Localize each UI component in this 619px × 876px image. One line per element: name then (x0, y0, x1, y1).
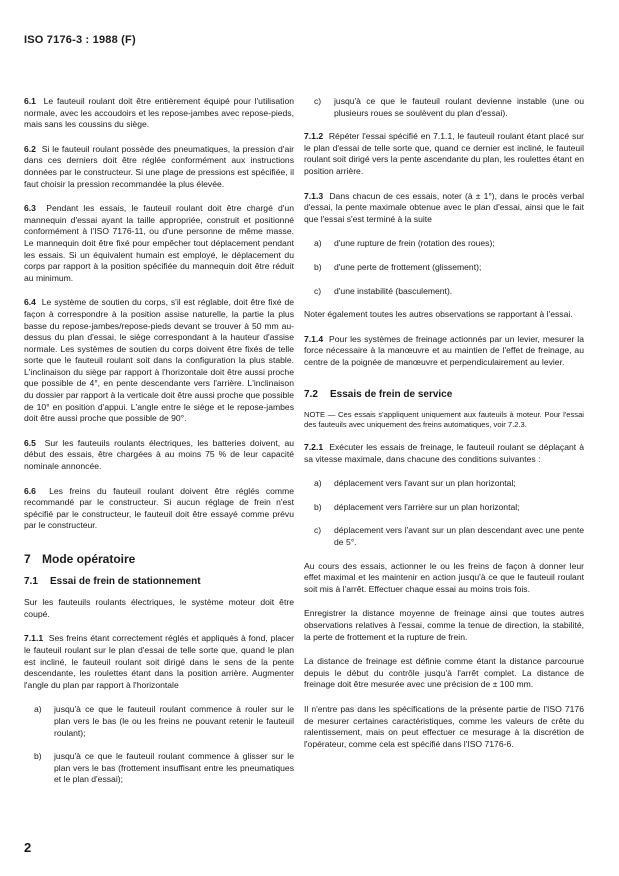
list-item-label: a) (314, 238, 322, 249)
list-item-label: b) (34, 751, 42, 762)
list-item-text: déplacement vers l'avant sur un plan horizontal; (334, 478, 516, 489)
list-item (304, 502, 584, 514)
list-item (304, 478, 584, 490)
document-header: ISO 7176-3 : 1988 (F) (24, 34, 136, 46)
clause-number: 7.1.4 (304, 333, 324, 344)
list-item (304, 286, 584, 298)
clause-number: 6.2 (24, 143, 36, 154)
list-item-label: b) (314, 501, 322, 512)
page-number: 2 (24, 840, 32, 855)
list-item-label: c) (314, 525, 322, 536)
clause-7-1-3-note: Noter également toutes les autres observations se rapportant à l'essai. (304, 309, 573, 320)
list-item (304, 525, 584, 548)
clause-text: Dans chacun de ces essais, noter (à ± 1°), dans le procès verbal d'essai, la pente maximale obtenue avec le plan d'essai, ainsi que le fait que l'essai s'est terminé à la suite (304, 190, 584, 224)
list-item-text: d'une instabilité (basculement). (334, 285, 453, 296)
clause-6-2 (24, 144, 294, 190)
list-item-text: déplacement vers l'arrière sur un plan horizontal; (334, 501, 520, 512)
note: NOTE — Ces essais s'appliquent uniquement aux fauteuils à moteur. Pour l'essai des fauteuils avec uniquement des freins automatiques, voir 7.2.3. (304, 410, 584, 430)
clause-text: Sur les fauteuils roulants électriques, les batteries doivent, au début des essais, être chargées à au moins 75 % de leur capacité nominale annoncée. (24, 437, 295, 472)
clause-text: Exécuter les essais de freinage, le fauteuil roulant se déplaçant à sa vitesse maximale, dans chacune des conditions suivantes : (304, 442, 584, 464)
clause-number: 6.6 (24, 485, 36, 496)
clause-text: Pour les systèmes de freinage actionnés par un levier, mesurer la force nécessaire à la manœuvre et au maintien de l'effet de freinage, au centre de la poignée de manœuvre et perpendiculairement au levier. (304, 333, 584, 367)
list-item-label: a) (314, 478, 322, 489)
subsection-number: 7.1 (24, 575, 38, 587)
section-7-1-intro: Sur les fauteuils roulants électriques, le système moteur doit être coupé. (24, 597, 294, 619)
right-column (304, 96, 584, 763)
clause-number: 7.1.2 (304, 131, 324, 142)
clause-7-1-2 (304, 131, 584, 177)
clause-6-5 (24, 438, 294, 473)
clause-number: 7.2.1 (304, 442, 324, 453)
clause-6-1 (24, 96, 294, 131)
list-item (304, 238, 584, 250)
clause-6-4 (24, 297, 294, 425)
clause-text: Pendant les essais, le fauteuil roulant doit être chargé d'un mannequin d'essai ayant la taille appropriée, construit et positionné conformément à l'ISO 7176-11, ou d'une personne de même masse. Le mannequin doit être fixé pour empêcher tout déplacement pendant les essais. Si un équivalent humain est employé, le déplacement du corps par rapport à la position spécifiée du mannequin doit être réduit au minimum. (24, 203, 294, 283)
list-item (304, 262, 584, 274)
clause-text: Répéter l'essai spécifié en 7.1.1, le fauteuil roulant étant placé sur le plan d'essai de telle sorte que, quand ce dernier est incliné, le fauteuil roulant soit dirigé vers la pente ascendante du plan, les roulettes étant en position arrière. (304, 131, 584, 176)
list-item (24, 704, 294, 739)
paragraph: Au cours des essais, actionner le ou les freins de façon à donner leur effet maximal et les maintenir en action jusqu'à ce que le fauteuil roulant soit mis à l'arrêt. Effectuer chaque essai au moins trois fois. (304, 560, 584, 594)
list-item (304, 96, 584, 119)
list-item-text: jusqu'à ce que le fauteuil roulant commence à rouler sur le plan vers le bas (le ou les freins ne pouvant retenir le fauteuil roulant); (54, 704, 294, 738)
paragraph: La distance de freinage est définie comme étant la distance parcourue depuis le début du contrôle jusqu'à l'arrêt complet. La distance de freinage doit être mesurée avec une précision de ± 100 mm. (304, 656, 584, 690)
subsection-title: Essai de frein de stationnement (50, 575, 201, 587)
clause-7-2-1 (304, 442, 584, 465)
subsection-title: Essais de frein de service (330, 388, 453, 400)
clause-number: 6.1 (24, 96, 36, 106)
list-item-label: a) (34, 704, 42, 715)
clause-text: Ses freins étant correctement réglés et appliqués à fond, placer le fauteuil roulant sur le plan d'essai de telle sorte que, quand le plan est incliné, le fauteuil roulant soit dirigé dans le sens de la pente descendante, les roulettes étant dans la position arrière. Augmenter l'angle du plan par rapport à l'horizontale (24, 633, 294, 690)
list-item (24, 751, 294, 786)
clause-text: Si le fauteuil roulant possède des pneumatiques, la pression d'air dans ces derniers doit être réglée conformément aux instructions données par le constructeur. Si une plage de pressions est spécifiée, il faut choisir la pression recommandée la plus élevée. (24, 143, 294, 189)
list-item-text: d'une rupture de frein (rotation des roues); (334, 238, 495, 249)
section-number: 7 (24, 552, 31, 566)
list-item-text: jusqu'à ce que le fauteuil roulant devienne instable (une ou plusieurs roues se soulèvent du plan d'essai). (334, 96, 584, 118)
list-item-label: c) (314, 96, 322, 106)
clause-number: 6.5 (24, 437, 36, 448)
clause-7-1-4 (304, 334, 584, 369)
list-item-label: b) (314, 261, 322, 272)
paragraph: Enregistrer la distance moyenne de freinage ainsi que toutes autres observations relatives à l'essai, comme la tenue de direction, la stabilité, la perte de frottement et la rupture de frein. (304, 608, 584, 642)
clause-7-1-1 (24, 633, 294, 691)
subsection-number: 7.2 (304, 388, 318, 400)
left-column (24, 96, 294, 798)
clause-text: Le fauteuil roulant doit être entièrement équipé pour l'utilisation normale, avec les accoudoirs et les repose-jambes avec repose-pieds, mais sans les coussins du siège. (24, 96, 295, 130)
clause-7-1-3 (304, 191, 584, 226)
section-title: Mode opératoire (42, 552, 136, 566)
list-item-text: d'une perte de frottement (glissement); (334, 261, 482, 272)
clause-text: Les freins du fauteuil roulant doivent être réglés comme recommandé par le constructeur. Si aucun réglage de frein n'est spécifié par le constructeur, le fauteuil doit être essayé comme prévu par le constructeur. (24, 485, 294, 531)
list-item-label: c) (314, 285, 322, 296)
clause-number: 6.4 (24, 297, 36, 308)
clause-number: 7.1.3 (304, 190, 324, 201)
paragraph: Il n'entre pas dans les spécifications de la présente partie de l'ISO 7176 de mesurer certaines caractéristiques, comme les valeurs de crête du ralentissement, mais on peut effectuer ce mesurage à la discrétion de l'opérateur, comme cela est spécifié dans l'ISO 7176-6. (304, 704, 584, 749)
clause-6-6 (24, 486, 294, 532)
section-7-2-heading (304, 389, 584, 401)
clause-6-3 (24, 203, 294, 284)
section-7-1-heading (24, 576, 294, 588)
clause-text: Le système de soutien du corps, s'il est réglable, doit être fixé de façon à correspondre à la position assise naturelle, la partie la plus basse du repose-jambes/repose-pieds devant se trouver à 50 mm au-dessus du plan d'essai, le siège correspondant à la hauteur d'assise normale. Les systèmes de soutien du corps doivent être fixés de telle sorte que le fauteuil roulant soit dans la configuration la plus stable. L'inclinaison du siège par rapport à l'horizontale doit être aussi proche que possible de 4°, en pente descendante vers l'arrière. L'inclinaison du dossier par rapport à la verticale doit être aussi proche que possible de 10° en position d'appui. L'angle entre le siège et le repose-jambes doit être aussi proche que possible de 90°. (24, 297, 295, 424)
list-item-text: jusqu'à ce que le fauteuil roulant commence à glisser sur le plan vers le bas (frottement insuffisant entre les pneumatiques et le plan d'essai); (54, 751, 294, 785)
clause-number: 6.3 (24, 203, 36, 214)
list-item-text: déplacement vers l'avant sur un plan descendant avec une pente de 5°. (334, 525, 584, 548)
clause-number: 7.1.1 (24, 633, 44, 644)
section-7-heading (24, 554, 294, 566)
